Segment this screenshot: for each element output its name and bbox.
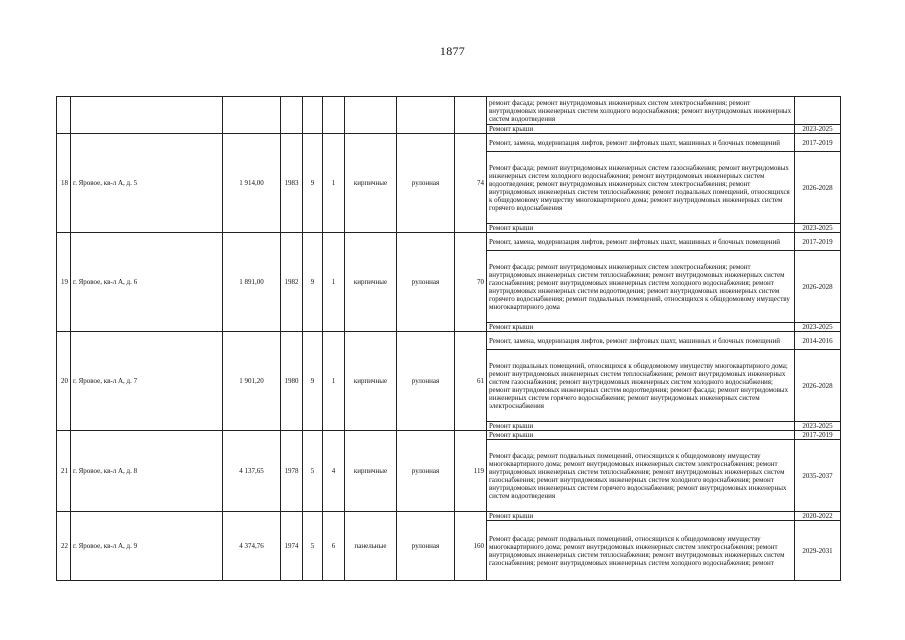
year-cell: 1983 (281, 134, 303, 233)
entrances-cell: 1 (323, 332, 345, 431)
work-description: Ремонт крыши (487, 224, 795, 233)
roof-type-cell: рулонная (397, 512, 455, 581)
work-period: 2023-2025 (795, 323, 841, 332)
area-cell: 1 914,00 (223, 134, 281, 233)
year-cell: 1980 (281, 332, 303, 431)
work-description: Ремонт, замена, модернизация лифтов, ремонт лифтовых шахт, машинных и блочных помещений (487, 233, 795, 251)
address-cell: г. Яровое, кв-л А, д. 9 (71, 512, 223, 581)
floors-cell: 9 (303, 233, 323, 332)
area-cell: 1 901,20 (223, 332, 281, 431)
table-body (57, 97, 841, 581)
apartments-cell: 74 (455, 134, 487, 233)
work-period: 2017-2019 (795, 134, 841, 152)
work-period (795, 97, 841, 125)
year-cell: 1978 (281, 431, 303, 512)
empty-cell (303, 97, 323, 134)
wall-material-cell: панельные (345, 512, 397, 581)
floors-cell: 5 (303, 512, 323, 581)
empty-cell (281, 97, 303, 134)
roof-type-cell: рулонная (397, 233, 455, 332)
empty-cell (323, 97, 345, 134)
empty-cell (345, 97, 397, 134)
entrances-cell: 6 (323, 512, 345, 581)
apartments-cell: 61 (455, 332, 487, 431)
address-cell: г. Яровое, кв-л А, д. 6 (71, 233, 223, 332)
work-description: Ремонт, замена, модернизация лифтов, ремонт лифтовых шахт, машинных и блочных помещений (487, 332, 795, 350)
wall-material-cell: кирпичные (345, 431, 397, 512)
empty-cell (455, 97, 487, 134)
row-number: 21 (57, 431, 71, 512)
work-description: Ремонт крыши (487, 323, 795, 332)
area-cell: 1 891,00 (223, 233, 281, 332)
floors-cell: 9 (303, 332, 323, 431)
table-row (57, 134, 841, 152)
capital-repair-table (56, 96, 841, 581)
wall-material-cell: кирпичные (345, 134, 397, 233)
area-cell: 4 374,76 (223, 512, 281, 581)
work-period: 2029-2031 (795, 521, 841, 581)
work-period: 2017-2019 (795, 431, 841, 440)
floors-cell: 9 (303, 134, 323, 233)
work-period: 2023-2025 (795, 422, 841, 431)
work-description: Ремонт фасада; ремонт внутридомовых инженерных систем газоснабжения; ремонт внутридомовых инженерных систем холодного водоснабжения; ремонт внутридомовых инженерных систем водоотведения; ремонт внутридомовых инженерных систем электроснабжения; ремонт внутридомовых инженерных систем теплоснабжения; ремонт подвальных помещений, относящихся к общедомовому имуществу многоквартирного дома; ремонт внутридомовых инженерных систем горячего водоснабжения (487, 152, 795, 224)
roof-type-cell: рулонная (397, 431, 455, 512)
wall-material-cell: кирпичные (345, 233, 397, 332)
entrances-cell: 4 (323, 431, 345, 512)
apartments-cell: 119 (455, 431, 487, 512)
row-number: 18 (57, 134, 71, 233)
work-description: Ремонт подвальных помещений, относящихся к общедомовому имуществу многоквартирного дома; ремонт внутридомовых инженерных систем теплоснабжения; ремонт внутридомовых инженерных систем газоснабжения; ремонт внутридомовых инженерных систем холодного водоснабжения; ремонт внутридомовых инженерных систем водоотведения; ремонт фасада; ремонт внутридомовых инженерных систем горячего водоснабжения; ремонт внутридомовых инженерных систем электроснабжения (487, 350, 795, 422)
entrances-cell: 1 (323, 233, 345, 332)
work-period: 2023-2025 (795, 224, 841, 233)
area-cell: 4 137,65 (223, 431, 281, 512)
empty-cell (57, 97, 71, 134)
table-row (57, 431, 841, 440)
year-cell: 1982 (281, 233, 303, 332)
floors-cell: 5 (303, 431, 323, 512)
entrances-cell: 1 (323, 134, 345, 233)
apartments-cell: 70 (455, 233, 487, 332)
address-cell: г. Яровое, кв-л А, д. 5 (71, 134, 223, 233)
address-cell: г. Яровое, кв-л А, д. 8 (71, 431, 223, 512)
apartments-cell: 160 (455, 512, 487, 581)
work-period: 2020-2022 (795, 512, 841, 521)
empty-cell (71, 97, 223, 134)
work-description: ремонт фасада; ремонт внутридомовых инженерных систем электроснабжения; ремонт внутридомовых инженерных систем холодного водоснабжения; ремонт внутридомовых инженерных систем водоотведения (487, 97, 795, 125)
work-period: 2026-2028 (795, 251, 841, 323)
wall-material-cell: кирпичные (345, 332, 397, 431)
work-description: Ремонт крыши (487, 125, 795, 134)
row-number: 19 (57, 233, 71, 332)
work-period: 2023-2025 (795, 125, 841, 134)
work-description: Ремонт, замена, модернизация лифтов, ремонт лифтовых шахт, машинных и блочных помещений (487, 134, 795, 152)
row-number: 20 (57, 332, 71, 431)
work-period: 2026-2028 (795, 350, 841, 422)
address-cell: г. Яровое, кв-л А, д. 7 (71, 332, 223, 431)
work-period: 2026-2028 (795, 152, 841, 224)
table-row (57, 97, 841, 125)
work-period: 2017-2019 (795, 233, 841, 251)
roof-type-cell: рулонная (397, 134, 455, 233)
work-description: Ремонт крыши (487, 512, 795, 521)
work-description: Ремонт фасада; ремонт внутридомовых инженерных систем электроснабжения; ремонт внутридомовых инженерных систем теплоснабжения; ремонт внутридомовых инженерных систем газоснабжения; ремонт внутридомовых инженерных систем холодного водоснабжения; ремонт внутридомовых инженерных систем водоотведения; ремонт внутридомовых инженерных систем горячего водоснабжения; ремонт подвальных помещений, относящихся к общедомовому имуществу многоквартирного дома (487, 251, 795, 323)
work-description: Ремонт фасада; ремонт подвальных помещений, относящихся к общедомовому имуществу многоквартирного дома; ремонт внутридомовых инженерных систем электроснабжения; ремонт внутридомовых инженерных систем теплоснабжения; ремонт внутридомовых инженерных систем газоснабжения; ремонт внутридомовых инженерных систем холодного водоснабжения; ремонт (487, 521, 795, 581)
work-period: 2014-2016 (795, 332, 841, 350)
work-description: Ремонт фасада; ремонт подвальных помещений, относящихся к общедомовому имуществу многоквартирного дома; ремонт внутридомовых инженерных систем электроснабжения; ремонт внутридомовых инженерных систем теплоснабжения; ремонт внутридомовых инженерных систем газоснабжения; ремонт внутридомовых инженерных систем холодного водоснабжения; ремонт внутридомовых инженерных систем горячего водоснабжения; ремонт внутридомовых инженерных систем водоотведения (487, 440, 795, 512)
roof-type-cell: рулонная (397, 332, 455, 431)
table-row (57, 512, 841, 521)
work-description: Ремонт крыши (487, 431, 795, 440)
row-number: 22 (57, 512, 71, 581)
page-number: 1877 (439, 44, 466, 58)
empty-cell (223, 97, 281, 134)
year-cell: 1974 (281, 512, 303, 581)
empty-cell (397, 97, 455, 134)
work-description: Ремонт крыши (487, 422, 795, 431)
table-row (57, 233, 841, 251)
table-row (57, 332, 841, 350)
work-period: 2035-2037 (795, 440, 841, 512)
